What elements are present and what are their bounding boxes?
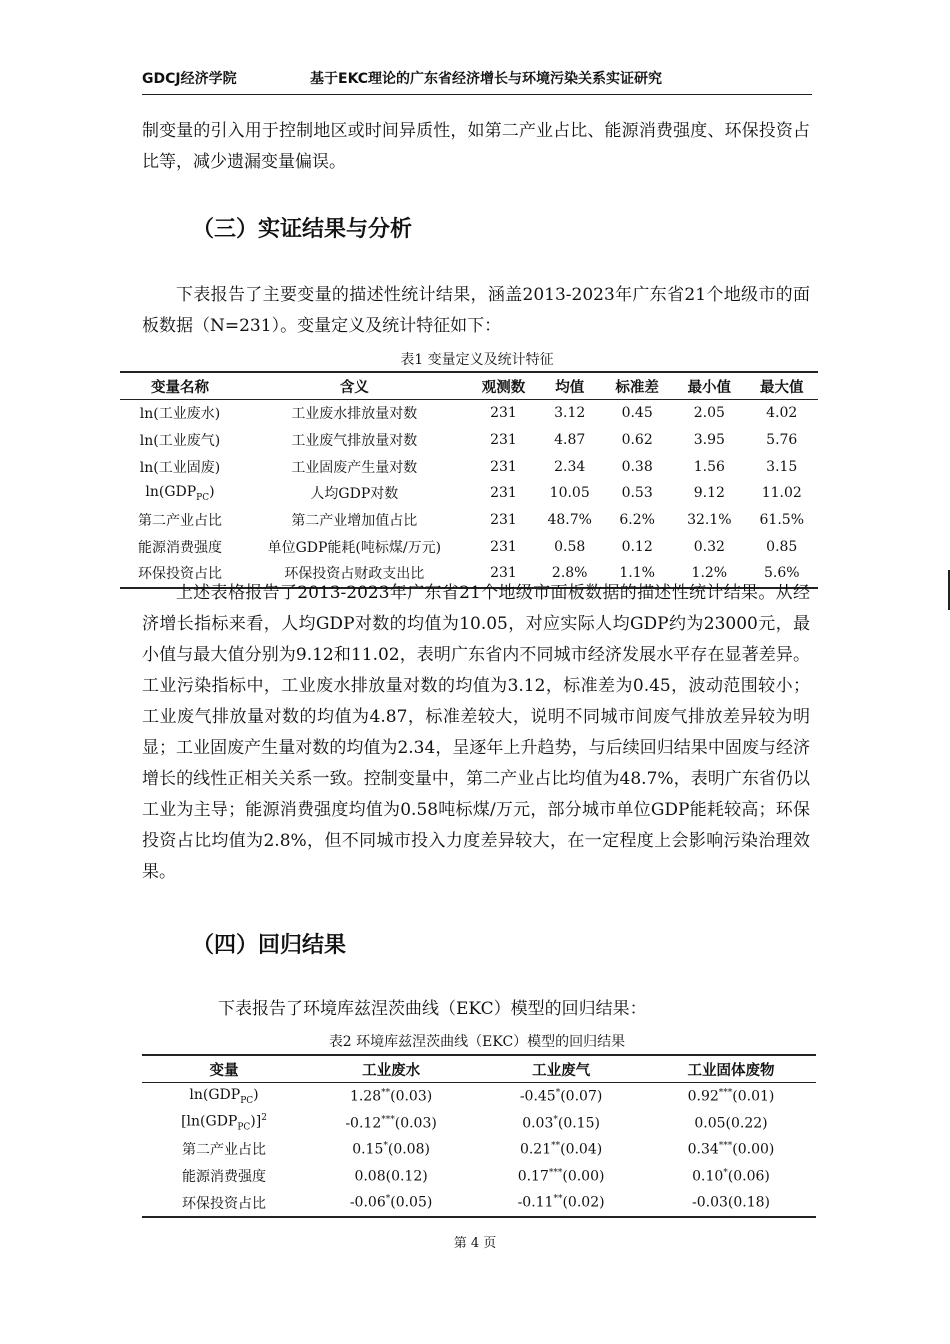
sig-stars: **: [551, 1141, 561, 1152]
coef: 0.03: [522, 1115, 554, 1132]
t2-cell: [476, 1136, 646, 1163]
t1-cell: 231: [490, 485, 517, 502]
t1-col-header: 均值: [538, 372, 601, 400]
table-row: [142, 1163, 816, 1190]
p-value: (0.15): [557, 1115, 600, 1132]
t2-cell: [476, 1163, 646, 1190]
table-1-caption: 表1 变量定义及统计特征: [400, 352, 554, 368]
t1-cell: 4.02: [766, 405, 798, 422]
t2-label-subscript: PC: [240, 1095, 254, 1106]
t1-cell: 11.02: [761, 485, 802, 502]
gdp-label-close: ): [209, 484, 215, 500]
t1-cell: 工业固废产生量对数: [291, 459, 418, 476]
coef: 0.05: [694, 1115, 726, 1132]
t1-col-header: 最大值: [746, 372, 818, 400]
t2-cell: [646, 1136, 816, 1163]
sig-stars: *: [723, 1167, 728, 1178]
table-row: [142, 1136, 816, 1163]
t1-col-header: 变量名称: [120, 372, 240, 400]
sig-stars: ***: [548, 1167, 563, 1178]
t1-cell: ln(工业废水): [139, 406, 221, 423]
coef: 0.34: [687, 1141, 719, 1158]
t2-row-label: [142, 1083, 306, 1110]
t1-cell: 人均GDP对数: [310, 486, 399, 503]
t1-cell: 3.15: [766, 458, 798, 475]
t2-cell: [306, 1189, 476, 1217]
table-row: [142, 1189, 816, 1217]
t2-label-superscript: 2: [261, 1113, 267, 1124]
table-row: [142, 1110, 816, 1137]
t2-label-text: ln(GDP: [189, 1086, 241, 1103]
p-value: (0.02): [562, 1195, 605, 1211]
t1-cell: 231: [490, 432, 517, 449]
t1-cell: 231: [490, 565, 517, 582]
table-1-header-row: [120, 372, 818, 400]
sig-stars: ***: [718, 1087, 733, 1098]
table-row: [120, 480, 818, 507]
t2-cell: [306, 1163, 476, 1190]
t1-cell: 单位GDP能耗(吨标煤/万元): [267, 539, 442, 556]
coef: -0.03: [692, 1195, 728, 1211]
sig-stars: ***: [718, 1141, 733, 1152]
p-value: (0.07): [560, 1088, 603, 1105]
t2-label-text: [ln(GDP: [181, 1113, 238, 1130]
table-row: [120, 400, 818, 427]
t1-cell: ln(工业废气): [139, 433, 221, 450]
t1-cell: 3.12: [554, 405, 586, 422]
t1-cell: 61.5%: [759, 512, 804, 529]
t1-cell: 工业废水排放量对数: [291, 406, 418, 423]
t2-cell: [306, 1083, 476, 1110]
coef: -0.45: [519, 1088, 556, 1105]
section-4-heading: （四）回归结果: [192, 933, 347, 958]
p-value: (0.04): [560, 1141, 603, 1158]
t2-col-header: 工业固体废物: [646, 1055, 816, 1083]
t2-cell: [476, 1083, 646, 1110]
t2-cell: [476, 1189, 646, 1217]
sig-stars: *: [555, 1087, 561, 1098]
section-3-lead: 下表报告了主要变量的描述性统计结果，涵盖2013-2023年广东省21个地级市的面板数据（N=231）。变量定义及统计特征如下：: [142, 285, 810, 336]
t1-cell: 6.2%: [619, 512, 655, 529]
table-row: [120, 427, 818, 454]
gdp-label-open: ln(GDP: [145, 484, 197, 500]
t2-col-header: 变量: [142, 1055, 306, 1083]
p-value: (0.22): [725, 1115, 768, 1132]
header-institution: GDCJ经济学院: [142, 71, 237, 87]
t2-cell: [646, 1163, 816, 1190]
t1-cell: ln(工业固废): [139, 459, 221, 476]
table-row: [142, 1083, 816, 1110]
t1-col-header: 含义: [240, 372, 469, 400]
table-row: [120, 507, 818, 534]
table-2-caption: 表2 环境库兹涅茨曲线（EKC）模型的回归结果: [328, 1034, 626, 1050]
sig-stars: ***: [381, 1114, 395, 1125]
t1-cell: 0.45: [621, 405, 653, 422]
p-value: (0.00): [732, 1141, 775, 1158]
section-3-analysis: 上述表格报告了2013-2023年广东省21个地级市面板数据的描述性统计结果。从经济增长指标来看，人均GDP对数的均值为10.05，对应实际人均GDP约为23000元，最小值与最大值分别为9.12和11.02，表明广东省内不同城市经济发展水平存在显著差异。工业污染指标中，工业废水排放量对数的均值为3.12，标准差为0.45，波动范围较小；工业废气排放量对数的均值为4.87，标准差较大，说明不同城市间废气排放差异较为明显；工业固废产生量对数的均值为2.34，呈逐年上升趋势，与后续回归结果中固废与经济增长的线性正相关关系一致。控制变量中，第二产业占比均值为48.7%，表明广东省仍以工业为主导；能源消费强度均值为0.58吨标煤/万元，部分城市单位GDP能耗较高；环保投资占比均值为2.8%，但不同城市投入力度差异较大，在一定程度上会影响污染治理效果。: [142, 583, 810, 882]
t1-cell: 48.7%: [547, 512, 592, 529]
t2-label-subscript: PC: [237, 1122, 251, 1133]
t1-cell: 3.95: [693, 432, 725, 449]
t2-row-label: 第二产业占比: [182, 1142, 267, 1159]
coef: -0.12: [345, 1115, 382, 1132]
t2-cell: [646, 1110, 816, 1137]
t1-cell: 231: [490, 458, 517, 475]
header-paper-title: 基于EKC理论的广东省经济增长与环境污染关系实证研究: [310, 71, 663, 87]
coef: 0.21: [519, 1141, 552, 1158]
t1-cell: 0.53: [621, 485, 653, 502]
header-divider: [142, 94, 812, 95]
t1-cell: 第二产业增加值占比: [291, 513, 418, 530]
t1-cell: 0.32: [693, 538, 725, 555]
t2-cell: [476, 1110, 646, 1137]
t1-cell: 0.62: [621, 432, 653, 449]
coef: 0.17: [517, 1168, 549, 1185]
t1-cell: 231: [490, 405, 517, 422]
coef: -0.11: [517, 1195, 554, 1211]
t1-cell: 环保投资占财政支出比: [284, 566, 425, 583]
p-value: (0.05): [390, 1195, 433, 1211]
coef: 0.08: [354, 1168, 386, 1185]
t1-cell: 231: [490, 538, 517, 555]
t1-cell: 1.2%: [691, 565, 728, 582]
t1-cell: 5.6%: [763, 565, 800, 582]
t1-col-header: 标准差: [601, 372, 673, 400]
coef: 0.10: [692, 1168, 724, 1185]
t1-cell: 32.1%: [687, 512, 732, 529]
table-1-descriptive-stats: [120, 371, 818, 589]
t1-cell: 0.58: [554, 538, 586, 555]
p-value: (0.00): [562, 1168, 605, 1185]
t1-cell: 能源消费强度: [137, 539, 222, 556]
sig-stars: *: [383, 1141, 388, 1152]
table-row: [120, 533, 818, 560]
t2-label-text: )]: [250, 1113, 262, 1130]
t2-label-text: ): [253, 1086, 259, 1103]
table-2-regression-results: [142, 1054, 816, 1218]
t2-row-label: 环保投资占比: [182, 1195, 267, 1212]
t1-cell: 2.8%: [551, 565, 588, 582]
t1-cell: 工业废气排放量对数: [291, 433, 418, 450]
sig-stars: **: [553, 1194, 563, 1205]
table-row: [120, 453, 818, 480]
p-value: (0.06): [727, 1168, 770, 1185]
t1-cell: 0.12: [621, 538, 653, 555]
intro-paragraph-continued: 制变量的引入用于控制地区或时间异质性，如第二产业占比、能源消费强度、环保投资占比等，减少遗漏变量偏误。: [142, 121, 810, 172]
t1-cell: 0.85: [766, 538, 798, 555]
p-value: (0.03): [394, 1115, 437, 1132]
t2-col-header: 工业废水: [306, 1055, 476, 1083]
t1-cell: 1.1%: [619, 565, 655, 582]
t1-col-header: 观测数: [469, 372, 539, 400]
t2-row-label: 能源消费强度: [182, 1169, 267, 1186]
t1-cell: 9.12: [693, 485, 725, 502]
t1-cell: 231: [490, 512, 517, 529]
p-value: (0.12): [385, 1168, 428, 1185]
t2-cell: [306, 1110, 476, 1137]
coef: 0.92: [687, 1088, 719, 1105]
t1-cell: 第二产业占比: [137, 513, 222, 530]
p-value: (0.18): [727, 1195, 771, 1211]
t1-cell: 0.38: [621, 458, 653, 475]
page-header: [142, 68, 812, 90]
t1-cell: 环保投资占比: [137, 566, 222, 583]
sig-stars: **: [381, 1087, 391, 1098]
p-value: (0.08): [387, 1141, 430, 1158]
t1-col-header: 最小值: [673, 372, 745, 400]
t1-cell: 2.05: [693, 405, 725, 422]
sig-stars: *: [553, 1114, 558, 1125]
t2-cell: [646, 1083, 816, 1110]
t1-cell: 4.87: [554, 432, 586, 449]
p-value: (0.01): [732, 1088, 775, 1105]
t2-col-header: 工业废气: [476, 1055, 646, 1083]
t1-cell: 2.34: [554, 458, 586, 475]
t2-cell: [646, 1189, 816, 1217]
t2-row-label: [142, 1110, 306, 1137]
coef: -0.06: [349, 1195, 386, 1211]
t1-cell: 1.56: [693, 458, 725, 475]
table-2-header-row: [142, 1055, 816, 1083]
section-4-lead: 下表报告了环境库兹涅茨曲线（EKC）模型的回归结果：: [218, 999, 647, 1019]
t1-cell: 5.76: [766, 432, 798, 449]
t1-cell: [120, 480, 240, 507]
t2-cell: [306, 1136, 476, 1163]
p-value: (0.03): [390, 1088, 433, 1105]
section-3-heading: （三）实证结果与分析: [192, 217, 413, 242]
page-number: 第 4 页: [453, 1236, 497, 1251]
t1-cell: 10.05: [549, 485, 590, 502]
gdp-subscript: PC: [196, 492, 210, 503]
coef: 1.28: [349, 1088, 382, 1105]
sig-stars: *: [385, 1194, 391, 1205]
coef: 0.15: [352, 1141, 384, 1158]
